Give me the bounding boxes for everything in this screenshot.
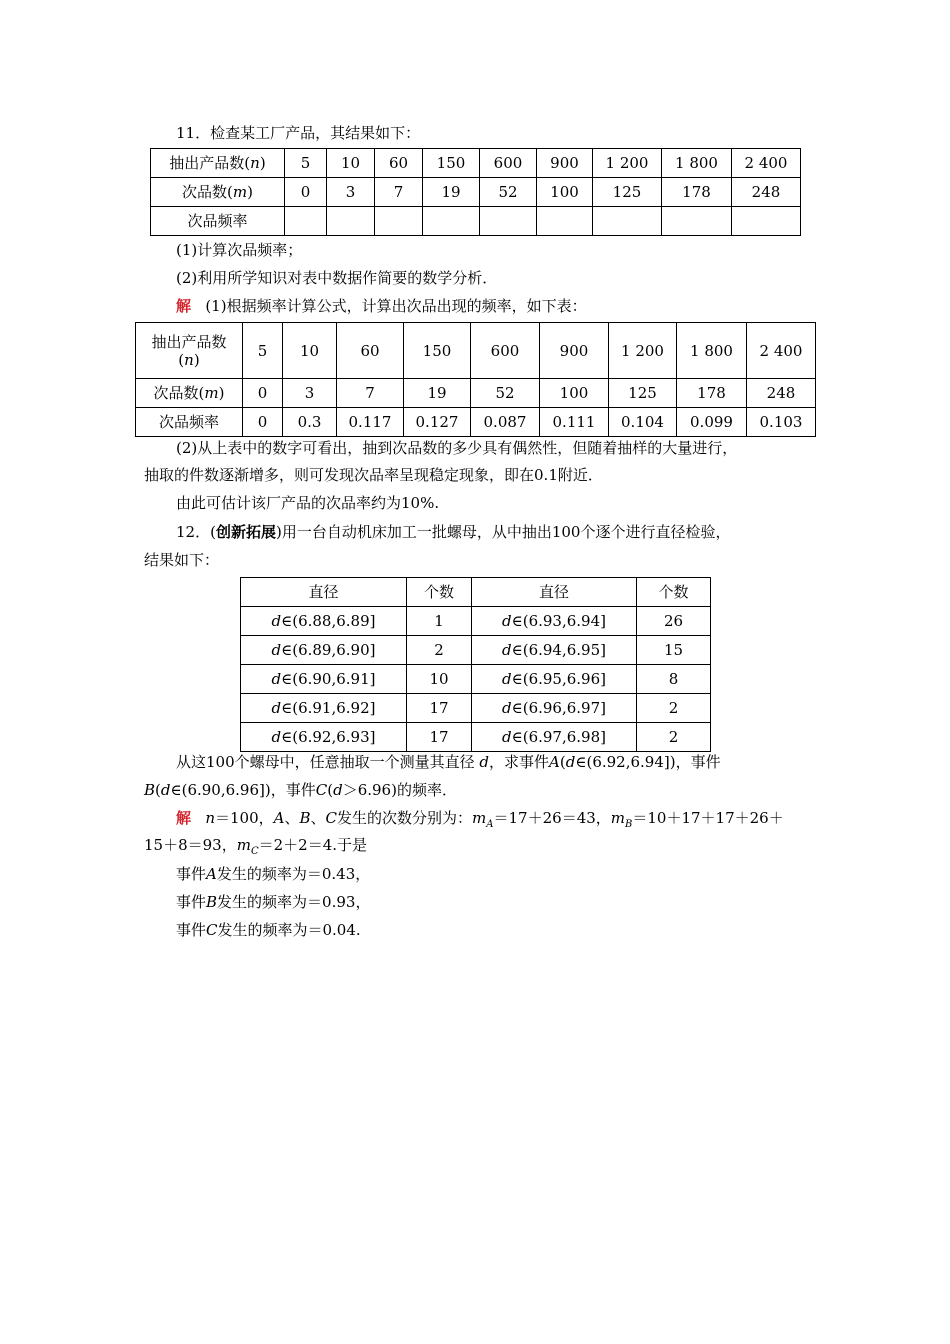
table-cell: 248 bbox=[732, 178, 801, 207]
count-cell: 1 bbox=[407, 607, 472, 636]
q12-solution-line-1: 解 n＝100，A、B、C发生的次数分别为：$m_A=17+26=43$，$m_B=10+17+17+26+$ bbox=[176, 809, 784, 830]
q11-task-2: (2)利用所学知识对表中数据作简要的数学分析． bbox=[176, 269, 498, 287]
table-cell-empty bbox=[480, 207, 537, 236]
column-header: 个数 bbox=[407, 578, 472, 607]
table-cell-empty bbox=[285, 207, 327, 236]
column-header: 个数 bbox=[637, 578, 711, 607]
table-cell: 248 bbox=[747, 379, 816, 408]
solution-label: 解 bbox=[176, 809, 192, 827]
diameter-cell: d∈(6.88,6.89] bbox=[241, 607, 407, 636]
diameter-cell: d∈(6.96,6.97] bbox=[472, 694, 637, 723]
row-label-freq: 次品频率 bbox=[136, 408, 243, 437]
table-cell: 0.117 bbox=[337, 408, 404, 437]
table-row bbox=[136, 323, 816, 379]
table-cell: 900 bbox=[537, 149, 593, 178]
diameter-cell: d∈(6.91,6.92] bbox=[241, 694, 407, 723]
table-cell: 0.099 bbox=[677, 408, 747, 437]
table-cell: 0.087 bbox=[471, 408, 540, 437]
row-label-n: 抽出产品数 (n) bbox=[136, 323, 243, 379]
table-cell: 0.103 bbox=[747, 408, 816, 437]
count-cell: 17 bbox=[407, 694, 472, 723]
table-cell: 600 bbox=[471, 323, 540, 379]
count-cell: 2 bbox=[407, 636, 472, 665]
table-cell: 2 400 bbox=[747, 323, 816, 379]
row-label-m: 次品数(m) bbox=[136, 379, 243, 408]
table-row bbox=[241, 636, 711, 665]
table-cell: 125 bbox=[593, 178, 662, 207]
q11-analysis-line-1: (2)从上表中的数字可看出，抽到次品数的多少具有偶然性，但随着抽样的大量进行， bbox=[176, 439, 738, 457]
table-cell: 1 200 bbox=[609, 323, 677, 379]
table-cell: 900 bbox=[540, 323, 609, 379]
table-cell: 150 bbox=[423, 149, 480, 178]
event-b-frequency: 事件B发生的频率为＝0.93， bbox=[176, 893, 371, 911]
row-label-m: 次品数(m) bbox=[151, 178, 285, 207]
q12-table bbox=[240, 577, 711, 752]
diameter-cell: d∈(6.90,6.91] bbox=[241, 665, 407, 694]
table-cell: 60 bbox=[337, 323, 404, 379]
table-cell: 5 bbox=[243, 323, 283, 379]
table-cell: 125 bbox=[609, 379, 677, 408]
diameter-cell: d∈(6.97,6.98] bbox=[472, 723, 637, 752]
row-label-n: 抽出产品数(n) bbox=[151, 149, 285, 178]
tag-label: 创新拓展 bbox=[215, 523, 276, 541]
table-cell-empty bbox=[537, 207, 593, 236]
table-cell: 10 bbox=[283, 323, 337, 379]
q12-intro: 12．(创新拓展)用一台自动机床加工一批螺母，从中抽出100个逐个进行直径检验， bbox=[176, 523, 731, 541]
count-cell: 2 bbox=[637, 694, 711, 723]
table-cell-empty bbox=[327, 207, 375, 236]
q12-intro-line-2: 结果如下： bbox=[144, 551, 220, 569]
table-cell: 2 400 bbox=[732, 149, 801, 178]
table-row bbox=[151, 207, 801, 236]
table-cell: 3 bbox=[283, 379, 337, 408]
count-cell: 2 bbox=[637, 723, 711, 752]
table-cell-empty bbox=[375, 207, 423, 236]
table-cell: 52 bbox=[480, 178, 537, 207]
table-cell-empty bbox=[732, 207, 801, 236]
table-row bbox=[151, 149, 801, 178]
table-row bbox=[136, 379, 816, 408]
table-cell: 0.111 bbox=[540, 408, 609, 437]
table-cell: 7 bbox=[375, 178, 423, 207]
q11-table-1 bbox=[150, 148, 801, 236]
event-c-frequency: 事件C发生的频率为＝0.04. bbox=[176, 921, 361, 939]
table-cell: 0.104 bbox=[609, 408, 677, 437]
table-cell: 100 bbox=[540, 379, 609, 408]
table-row bbox=[151, 178, 801, 207]
table-cell: 52 bbox=[471, 379, 540, 408]
table-row bbox=[241, 694, 711, 723]
q11-conclusion: 由此可估计该厂产品的次品率约为10%. bbox=[176, 494, 440, 512]
q12-solution-line-2: 15＋8＝93，$m_C=2+2=4$.于是 bbox=[144, 836, 368, 857]
diameter-cell: d∈(6.93,6.94] bbox=[472, 607, 637, 636]
table-cell: 178 bbox=[677, 379, 747, 408]
table-cell: 60 bbox=[375, 149, 423, 178]
q11-analysis-line-2: 抽取的件数逐渐增多，则可发现次品率呈现稳定现象，即在0.1附近． bbox=[144, 466, 603, 484]
count-cell: 26 bbox=[637, 607, 711, 636]
table-cell: 1 800 bbox=[662, 149, 732, 178]
q11-task-1: (1)计算次品频率； bbox=[176, 241, 303, 259]
count-cell: 8 bbox=[637, 665, 711, 694]
table-cell: 0.127 bbox=[404, 408, 471, 437]
table-cell: 7 bbox=[337, 379, 404, 408]
table-cell: 0.3 bbox=[283, 408, 337, 437]
table-cell: 0 bbox=[285, 178, 327, 207]
column-header: 直径 bbox=[472, 578, 637, 607]
diameter-cell: d∈(6.95,6.96] bbox=[472, 665, 637, 694]
table-row bbox=[241, 607, 711, 636]
row-label-freq: 次品频率 bbox=[151, 207, 285, 236]
table-cell: 0 bbox=[243, 379, 283, 408]
diameter-cell: d∈(6.92,6.93] bbox=[241, 723, 407, 752]
column-header: 直径 bbox=[241, 578, 407, 607]
table-cell-empty bbox=[662, 207, 732, 236]
count-cell: 17 bbox=[407, 723, 472, 752]
table-cell-empty bbox=[423, 207, 480, 236]
table-cell: 600 bbox=[480, 149, 537, 178]
table-cell: 19 bbox=[404, 379, 471, 408]
q11-solution-intro: 解 (1)根据频率计算公式，计算出次品出现的频率，如下表： bbox=[176, 297, 587, 315]
solution-label: 解 bbox=[176, 297, 192, 315]
count-cell: 15 bbox=[637, 636, 711, 665]
q12-question-line-1: 从这100个螺母中，任意抽取一个测量其直径 d，求事件A(d∈(6.92,6.94])，事件 bbox=[176, 753, 721, 771]
q11-table-2 bbox=[135, 322, 816, 437]
table-row bbox=[241, 723, 711, 752]
q11-title: 11．检查某工厂产品，其结果如下： bbox=[176, 124, 421, 142]
event-a-frequency: 事件A发生的频率为＝0.43， bbox=[176, 865, 371, 883]
table-cell: 0 bbox=[243, 408, 283, 437]
table-cell: 3 bbox=[327, 178, 375, 207]
table-cell: 100 bbox=[537, 178, 593, 207]
diameter-cell: d∈(6.89,6.90] bbox=[241, 636, 407, 665]
table-row bbox=[241, 665, 711, 694]
table-cell: 1 200 bbox=[593, 149, 662, 178]
table-cell: 178 bbox=[662, 178, 732, 207]
table-cell: 1 800 bbox=[677, 323, 747, 379]
table-cell: 10 bbox=[327, 149, 375, 178]
table-cell-empty bbox=[593, 207, 662, 236]
table-cell: 5 bbox=[285, 149, 327, 178]
table-row bbox=[136, 408, 816, 437]
count-cell: 10 bbox=[407, 665, 472, 694]
q12-question-line-2: B(d∈(6.90,6.96])，事件C(d＞6.96)的频率． bbox=[144, 781, 457, 799]
table-cell: 150 bbox=[404, 323, 471, 379]
diameter-cell: d∈(6.94,6.95] bbox=[472, 636, 637, 665]
table-header-row bbox=[241, 578, 711, 607]
table-cell: 19 bbox=[423, 178, 480, 207]
